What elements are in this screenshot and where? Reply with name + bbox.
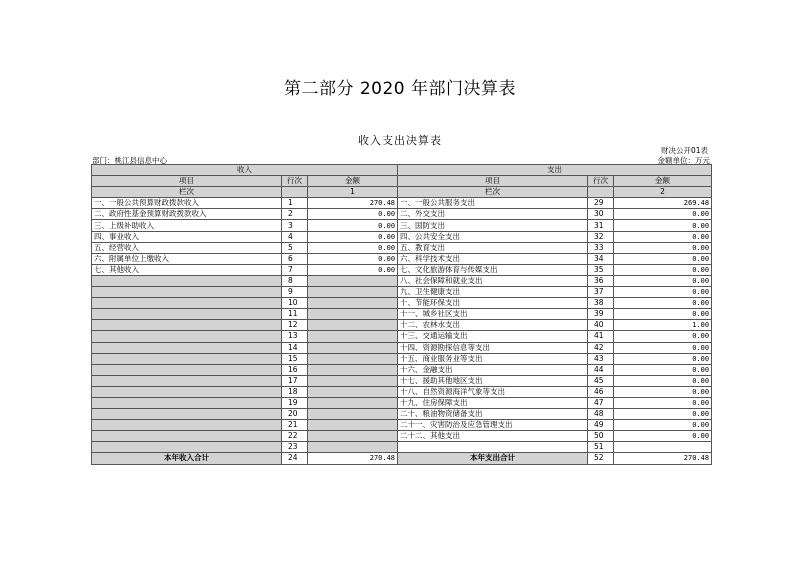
income-item-cell	[92, 298, 282, 309]
expense-amount-cell: 0.00	[614, 364, 712, 375]
expense-item-header: 项目	[398, 176, 588, 187]
expense-amount-cell: 0.00	[614, 287, 712, 298]
income-line-cell: 4	[282, 231, 308, 242]
expense-amount-cell: 0.00	[614, 409, 712, 420]
table-row	[92, 375, 712, 386]
income-item-cell	[92, 342, 282, 353]
income-amount-cell	[308, 298, 398, 309]
income-item-cell: 七、其他收入	[92, 264, 282, 275]
income-amount-cell	[308, 331, 398, 342]
expense-item-cell: 二十、粮油物资储备支出	[398, 409, 588, 420]
income-line-cell: 19	[282, 397, 308, 408]
expense-amount-cell: 0.00	[614, 309, 712, 320]
income-amount-cell	[308, 342, 398, 353]
expense-line-cell: 48	[588, 409, 614, 420]
table-row	[92, 364, 712, 375]
income-amount-cell: 0.00	[308, 220, 398, 231]
income-item-cell: 一、一般公共预算财政拨款收入	[92, 198, 282, 209]
income-line-cell: 22	[282, 431, 308, 442]
expense-line-cell: 39	[588, 309, 614, 320]
income-item-cell	[92, 375, 282, 386]
expense-column-number: 2	[614, 187, 712, 198]
expense-amount-cell: 0.00	[614, 420, 712, 431]
income-amount-cell	[308, 409, 398, 420]
income-amount-cell	[308, 397, 398, 408]
expense-line-cell: 30	[588, 209, 614, 220]
expense-line-header: 行次	[588, 176, 614, 187]
income-item-cell	[92, 442, 282, 453]
expense-item-cell: 五、教育支出	[398, 242, 588, 253]
expense-amount-cell: 0.00	[614, 397, 712, 408]
income-amount-cell: 0.00	[308, 231, 398, 242]
expense-line-cell: 42	[588, 342, 614, 353]
expense-column-label: 栏次	[398, 187, 588, 198]
income-line-cell: 2	[282, 209, 308, 220]
income-line-cell: 11	[282, 309, 308, 320]
department-label: 部门：桃江县信息中心	[92, 156, 167, 165]
table-code: 财决公开01表	[660, 146, 708, 155]
expense-amount-cell: 0.00	[614, 253, 712, 264]
expense-line-cell: 47	[588, 397, 614, 408]
expense-amount-cell: 0.00	[614, 231, 712, 242]
income-expense-table	[91, 164, 712, 465]
expense-amount-cell	[614, 442, 712, 453]
table-row	[92, 309, 712, 320]
income-item-cell	[92, 275, 282, 286]
expense-section-header: 支出	[398, 165, 712, 176]
income-item-cell	[92, 397, 282, 408]
income-item-cell: 四、事业收入	[92, 231, 282, 242]
income-line-header: 行次	[282, 176, 308, 187]
table-row	[92, 397, 712, 408]
expense-line-cell: 33	[588, 242, 614, 253]
table-row	[92, 431, 712, 442]
expense-total-amount: 270.48	[614, 453, 712, 464]
expense-amount-cell: 0.00	[614, 275, 712, 286]
income-line-cell: 18	[282, 386, 308, 397]
table-row	[92, 275, 712, 286]
income-item-cell: 三、上级补助收入	[92, 220, 282, 231]
expense-item-cell: 十四、资源勘探信息等支出	[398, 342, 588, 353]
income-amount-cell	[308, 364, 398, 375]
income-item-cell: 六、附属单位上缴收入	[92, 253, 282, 264]
income-amount-header: 金额	[308, 176, 398, 187]
expense-line-cell: 44	[588, 364, 614, 375]
income-line-cell: 14	[282, 342, 308, 353]
income-item-cell	[92, 331, 282, 342]
expense-item-cell: 十二、农林水支出	[398, 320, 588, 331]
totals-row	[92, 453, 712, 464]
expense-item-cell: 六、科学技术支出	[398, 253, 588, 264]
expense-item-cell: 十八、自然资源海洋气象等支出	[398, 386, 588, 397]
income-line-cell: 21	[282, 420, 308, 431]
expense-amount-cell: 0.00	[614, 431, 712, 442]
table-row	[92, 320, 712, 331]
income-line-cell: 8	[282, 275, 308, 286]
expense-line-cell: 46	[588, 386, 614, 397]
table-row	[92, 242, 712, 253]
table-row	[92, 331, 712, 342]
income-amount-cell	[308, 420, 398, 431]
income-amount-cell: 270.48	[308, 198, 398, 209]
expense-column-blank	[588, 187, 614, 198]
expense-item-cell: 十一、城乡社区支出	[398, 309, 588, 320]
table-row	[92, 264, 712, 275]
expense-line-cell: 36	[588, 275, 614, 286]
income-item-cell	[92, 364, 282, 375]
table-row	[92, 409, 712, 420]
expense-item-cell: 三、国防支出	[398, 220, 588, 231]
table-row	[92, 198, 712, 209]
expense-line-cell: 40	[588, 320, 614, 331]
income-item-cell	[92, 431, 282, 442]
expense-amount-cell: 0.00	[614, 375, 712, 386]
expense-amount-cell: 1.00	[614, 320, 712, 331]
income-amount-cell	[308, 431, 398, 442]
page-title: 第二部分 2020 年部门决算表	[283, 79, 517, 99]
income-amount-cell	[308, 386, 398, 397]
income-item-cell	[92, 386, 282, 397]
income-item-cell	[92, 309, 282, 320]
income-amount-cell: 0.00	[308, 242, 398, 253]
table-row	[92, 353, 712, 364]
income-item-cell: 五、经营收入	[92, 242, 282, 253]
income-column-label: 栏次	[92, 187, 282, 198]
income-line-cell: 6	[282, 253, 308, 264]
expense-item-cell: 十三、交通运输支出	[398, 331, 588, 342]
expense-amount-header: 金额	[614, 176, 712, 187]
income-line-cell: 10	[282, 298, 308, 309]
income-item-cell: 二、政府性基金预算财政拨款收入	[92, 209, 282, 220]
income-line-cell: 20	[282, 409, 308, 420]
income-amount-cell	[308, 353, 398, 364]
column-number-row	[92, 187, 712, 198]
expense-item-cell: 二、外交支出	[398, 209, 588, 220]
table-row	[92, 253, 712, 264]
income-amount-cell: 0.00	[308, 264, 398, 275]
table-title: 收入支出决算表	[358, 134, 442, 147]
income-line-cell: 3	[282, 220, 308, 231]
income-amount-cell	[308, 375, 398, 386]
expense-amount-cell: 0.00	[614, 220, 712, 231]
expense-line-cell: 41	[588, 331, 614, 342]
expense-item-cell: 二十一、灾害防治及应急管理支出	[398, 420, 588, 431]
expense-amount-cell: 0.00	[614, 342, 712, 353]
income-line-cell: 1	[282, 198, 308, 209]
income-amount-cell	[308, 320, 398, 331]
section-header-row	[92, 165, 712, 176]
expense-total-label: 本年支出合计	[398, 453, 588, 464]
table-row	[92, 420, 712, 431]
income-line-cell: 15	[282, 353, 308, 364]
expense-amount-cell: 0.00	[614, 386, 712, 397]
column-header-row	[92, 176, 712, 187]
income-line-cell: 17	[282, 375, 308, 386]
income-total-label: 本年收入合计	[92, 453, 282, 464]
expense-item-cell: 二十二、其他支出	[398, 431, 588, 442]
expense-line-cell: 32	[588, 231, 614, 242]
income-line-cell: 9	[282, 287, 308, 298]
expense-line-cell: 35	[588, 264, 614, 275]
expense-amount-cell: 0.00	[614, 353, 712, 364]
income-line-cell: 16	[282, 364, 308, 375]
expense-line-cell: 45	[588, 375, 614, 386]
expense-item-cell: 七、文化旅游体育与传媒支出	[398, 264, 588, 275]
expense-item-cell: 十、节能环保支出	[398, 298, 588, 309]
expense-line-cell: 49	[588, 420, 614, 431]
income-line-cell: 5	[282, 242, 308, 253]
expense-item-cell: 八、社会保障和就业支出	[398, 275, 588, 286]
expense-line-cell: 51	[588, 442, 614, 453]
income-amount-cell	[308, 287, 398, 298]
income-line-cell: 13	[282, 331, 308, 342]
expense-line-cell: 37	[588, 287, 614, 298]
income-column-blank	[282, 187, 308, 198]
expense-item-cell: 四、公共安全支出	[398, 231, 588, 242]
expense-item-cell	[398, 442, 588, 453]
income-total-amount: 270.48	[308, 453, 398, 464]
table-row	[92, 209, 712, 220]
income-amount-cell	[308, 309, 398, 320]
income-line-cell: 23	[282, 442, 308, 453]
expense-total-line: 52	[588, 453, 614, 464]
income-total-line: 24	[282, 453, 308, 464]
income-section-header: 收入	[92, 165, 398, 176]
table-row	[92, 220, 712, 231]
table-row	[92, 298, 712, 309]
income-item-cell	[92, 353, 282, 364]
expense-item-cell: 十五、商业服务业等支出	[398, 353, 588, 364]
income-column-number: 1	[308, 187, 398, 198]
income-amount-cell: 0.00	[308, 209, 398, 220]
income-item-cell	[92, 287, 282, 298]
income-line-cell: 12	[282, 320, 308, 331]
income-amount-cell	[308, 442, 398, 453]
income-item-cell	[92, 420, 282, 431]
expense-line-cell: 31	[588, 220, 614, 231]
expense-item-cell: 十九、住房保障支出	[398, 397, 588, 408]
income-line-cell: 7	[282, 264, 308, 275]
table-row	[92, 287, 712, 298]
table-row	[92, 386, 712, 397]
table-row	[92, 342, 712, 353]
expense-line-cell: 43	[588, 353, 614, 364]
table-row	[92, 442, 712, 453]
expense-amount-cell: 0.00	[614, 264, 712, 275]
expense-amount-cell: 269.48	[614, 198, 712, 209]
expense-line-cell: 34	[588, 253, 614, 264]
expense-item-cell: 九、卫生健康支出	[398, 287, 588, 298]
expense-amount-cell: 0.00	[614, 209, 712, 220]
expense-item-cell: 十七、援助其他地区支出	[398, 375, 588, 386]
income-amount-cell: 0.00	[308, 253, 398, 264]
expense-amount-cell: 0.00	[614, 331, 712, 342]
income-item-cell	[92, 409, 282, 420]
expense-item-cell: 一、一般公共服务支出	[398, 198, 588, 209]
expense-line-cell: 29	[588, 198, 614, 209]
table-row	[92, 231, 712, 242]
expense-item-cell: 十六、金融支出	[398, 364, 588, 375]
income-amount-cell	[308, 275, 398, 286]
expense-line-cell: 38	[588, 298, 614, 309]
expense-line-cell: 50	[588, 431, 614, 442]
expense-amount-cell: 0.00	[614, 242, 712, 253]
expense-amount-cell: 0.00	[614, 298, 712, 309]
income-item-cell	[92, 320, 282, 331]
unit-label: 金额单位：万元	[657, 156, 710, 165]
income-item-header: 项目	[92, 176, 282, 187]
